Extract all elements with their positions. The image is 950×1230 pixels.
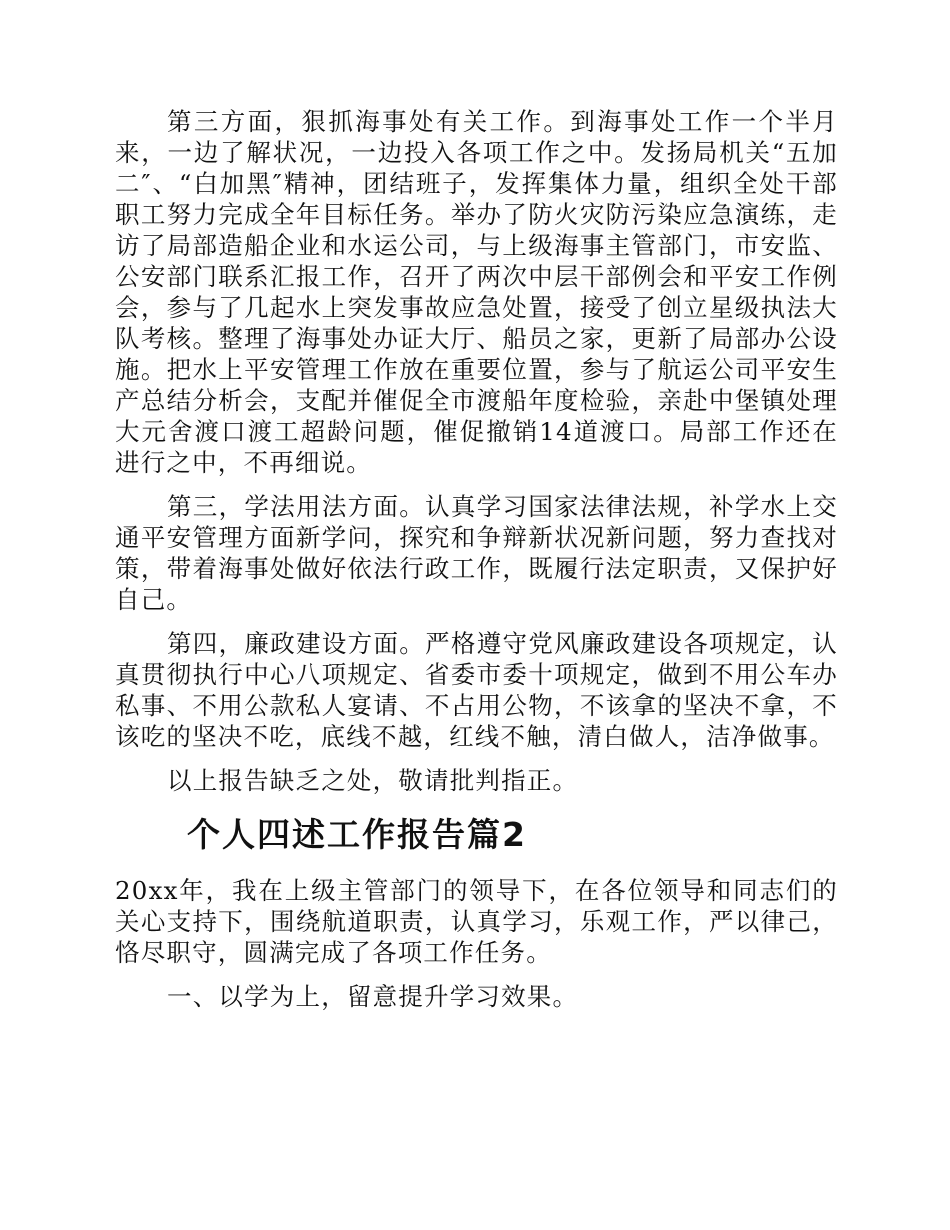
paragraph-closing-remark: 以上报告缺乏之处，敬请批判指正。 — [167, 766, 579, 795]
paragraph-integrity: 第四，廉政建设方面。严格遵守党风廉政建设各项规定，认真贯彻执行中心八项规定、省委市委十项规定，做到不用公车办私事、不用公款私人宴请、不占用公物，不该拿的坚决不拿，不该吃的坚决不吃，底线不越，红线不触，清白做人，洁净做事。 — [115, 629, 838, 751]
paragraph-intro: 20xx年，我在上级主管部门的领导下，在各位领导和同志们的关心支持下，围绕航道职责，认真学习，乐观工作，严以律己，恪尽职守，圆满完成了各项工作任务。 — [115, 876, 838, 967]
section-heading: 个人四述工作报告篇2 — [187, 815, 527, 854]
paragraph-maritime-work: 第三方面，狠抓海事处有关工作。到海事处工作一个半月来，一边了解状况，一边投入各项工作之中。发扬局机关“五加二″、“白加黑″精神，团结班子，发挥集体力量，组织全处干部职工努力完成全年目标任务。举办了防火灾防污染应急演练，走访了局部造船企业和水运公司，与上级海事主管部门，市安监、公安部门联系汇报工作，召开了两次中层干部例会和平安工作例会，参与了几起水上突发事故应急处置，接受了创立星级执法大队考核。整理了海事处办证大厅、船员之家，更新了局部办公设施。把水上平安管理工作放在重要位置，参与了航运公司平安生产总结分析会，支配并催促全市渡船年度检验，亲赴中堡镇处理大元舍渡口渡工超龄问题，催促撤销14道渡口。局部工作还在进行之中，不再细说。 — [115, 107, 838, 477]
paragraph-law-study: 第三，学法用法方面。认真学习国家法律法规，补学水上交通平安管理方面新学问，探究和争辩新状况新问题，努力查找对策，带着海事处做好依法行政工作，既履行法定职责，又保护好自己。 — [115, 492, 838, 614]
paragraph-section-one: 一、以学为上，留意提升学习效果。 — [167, 982, 579, 1011]
